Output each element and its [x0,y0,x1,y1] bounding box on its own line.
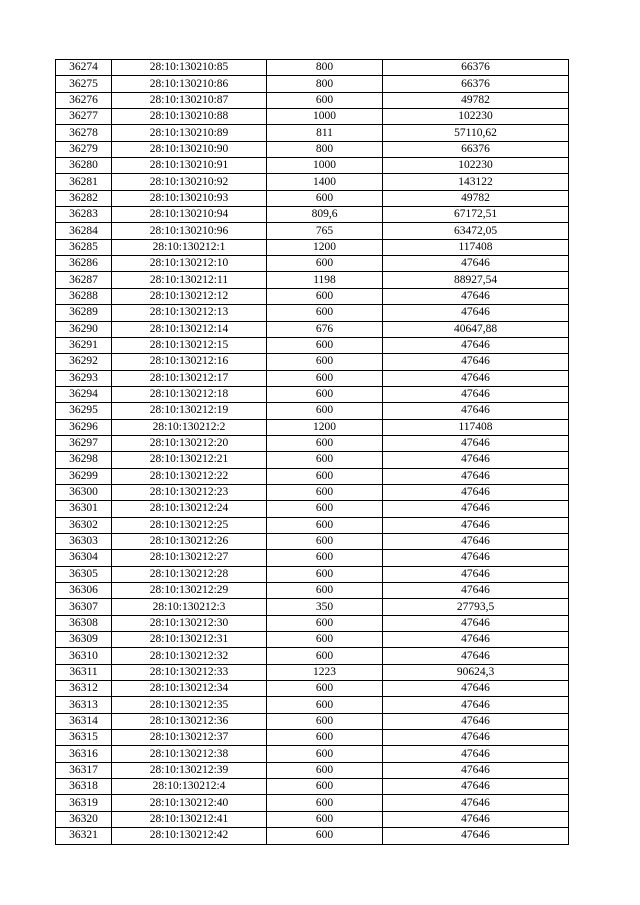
table-row [56,550,569,566]
cadastral-number-cell: 28:10:130212:25 [112,517,267,533]
cadastral-value-cell: 66376 [383,60,569,76]
cadastral-value-cell: 88927,54 [383,272,569,288]
cadastral-number-cell: 28:10:130212:10 [112,256,267,272]
cadastral-value-cell: 47646 [383,484,569,500]
table-row [56,174,569,190]
row-number-cell: 36275 [56,76,112,92]
table-row [56,746,569,762]
area-cell: 811 [267,125,383,141]
table-row [56,109,569,125]
cadastral-value-cell: 47646 [383,533,569,549]
table-row [56,239,569,255]
cadastral-number-cell: 28:10:130212:22 [112,468,267,484]
table-row [56,321,569,337]
area-cell: 600 [267,746,383,762]
area-cell: 676 [267,321,383,337]
cadastral-number-cell: 28:10:130212:41 [112,811,267,827]
row-number-cell: 36306 [56,583,112,599]
area-cell: 600 [267,795,383,811]
cadastral-number-cell: 28:10:130212:4 [112,779,267,795]
area-cell: 1200 [267,239,383,255]
cadastral-number-cell: 28:10:130212:16 [112,354,267,370]
row-number-cell: 36274 [56,60,112,76]
area-cell: 600 [267,533,383,549]
cadastral-number-cell: 28:10:130212:32 [112,648,267,664]
row-number-cell: 36298 [56,452,112,468]
cadastral-value-cell: 47646 [383,697,569,713]
cadastral-value-cell: 47646 [383,370,569,386]
row-number-cell: 36300 [56,484,112,500]
row-number-cell: 36302 [56,517,112,533]
cadastral-number-cell: 28:10:130210:86 [112,76,267,92]
cadastral-value-cell: 67172,51 [383,207,569,223]
table-row [56,403,569,419]
table-row [56,158,569,174]
cadastral-number-cell: 28:10:130212:24 [112,501,267,517]
table-row [56,386,569,402]
cadastral-number-cell: 28:10:130212:35 [112,697,267,713]
table-row [56,795,569,811]
cadastral-value-cell: 47646 [383,681,569,697]
row-number-cell: 36284 [56,223,112,239]
table-row [56,272,569,288]
cadastral-number-cell: 28:10:130212:28 [112,566,267,582]
table-row [56,762,569,778]
cadastral-number-cell: 28:10:130212:11 [112,272,267,288]
cadastral-number-cell: 28:10:130212:39 [112,762,267,778]
row-number-cell: 36278 [56,125,112,141]
row-number-cell: 36315 [56,730,112,746]
row-number-cell: 36295 [56,403,112,419]
cadastral-number-cell: 28:10:130212:26 [112,533,267,549]
area-cell: 600 [267,550,383,566]
cadastral-number-cell: 28:10:130210:89 [112,125,267,141]
row-number-cell: 36312 [56,681,112,697]
cadastral-number-cell: 28:10:130212:34 [112,681,267,697]
cadastral-value-table [55,59,569,845]
area-cell: 600 [267,190,383,206]
table-row [56,141,569,157]
table-row [56,779,569,795]
cadastral-value-cell: 47646 [383,550,569,566]
cadastral-value-cell: 47646 [383,403,569,419]
table-row [56,730,569,746]
area-cell: 600 [267,713,383,729]
row-number-cell: 36286 [56,256,112,272]
area-cell: 600 [267,681,383,697]
cadastral-value-cell: 47646 [383,517,569,533]
table-row [56,288,569,304]
row-number-cell: 36288 [56,288,112,304]
cadastral-value-cell: 117408 [383,419,569,435]
area-cell: 600 [267,730,383,746]
cadastral-number-cell: 28:10:130212:31 [112,632,267,648]
table-row [56,828,569,844]
cadastral-number-cell: 28:10:130212:14 [112,321,267,337]
table-row [56,60,569,76]
table-row [56,370,569,386]
row-number-cell: 36279 [56,141,112,157]
area-cell: 600 [267,256,383,272]
table-row [56,811,569,827]
area-cell: 600 [267,779,383,795]
cadastral-number-cell: 28:10:130210:92 [112,174,267,190]
area-cell: 600 [267,354,383,370]
row-number-cell: 36283 [56,207,112,223]
cadastral-number-cell: 28:10:130210:94 [112,207,267,223]
area-cell: 600 [267,403,383,419]
area-cell: 600 [267,632,383,648]
cadastral-number-cell: 28:10:130212:23 [112,484,267,500]
table-row [56,599,569,615]
cadastral-value-cell: 102230 [383,158,569,174]
row-number-cell: 36297 [56,435,112,451]
table-row [56,664,569,680]
cadastral-value-cell: 47646 [383,713,569,729]
area-cell: 809,6 [267,207,383,223]
cadastral-number-cell: 28:10:130210:93 [112,190,267,206]
area-cell: 600 [267,92,383,108]
cadastral-value-cell: 47646 [383,354,569,370]
cadastral-number-cell: 28:10:130210:85 [112,60,267,76]
table-row [56,190,569,206]
cadastral-value-cell: 102230 [383,109,569,125]
row-number-cell: 36316 [56,746,112,762]
cadastral-value-cell: 47646 [383,386,569,402]
area-cell: 600 [267,484,383,500]
cadastral-number-cell: 28:10:130210:88 [112,109,267,125]
table-body [56,60,569,845]
cadastral-number-cell: 28:10:130210:87 [112,92,267,108]
cadastral-value-cell: 47646 [383,648,569,664]
row-number-cell: 36280 [56,158,112,174]
cadastral-value-cell: 47646 [383,468,569,484]
area-cell: 600 [267,386,383,402]
table-row [56,615,569,631]
row-number-cell: 36287 [56,272,112,288]
cadastral-value-cell: 47646 [383,337,569,353]
cadastral-value-cell: 47646 [383,435,569,451]
row-number-cell: 36311 [56,664,112,680]
row-number-cell: 36291 [56,337,112,353]
cadastral-value-cell: 47646 [383,566,569,582]
area-cell: 600 [267,615,383,631]
table-row [56,583,569,599]
area-cell: 800 [267,60,383,76]
area-cell: 600 [267,697,383,713]
row-number-cell: 36276 [56,92,112,108]
cadastral-value-cell: 47646 [383,811,569,827]
cadastral-number-cell: 28:10:130212:42 [112,828,267,844]
area-cell: 800 [267,76,383,92]
area-cell: 600 [267,435,383,451]
table-row [56,419,569,435]
table-row [56,452,569,468]
table-row [56,713,569,729]
cadastral-value-cell: 66376 [383,76,569,92]
row-number-cell: 36294 [56,386,112,402]
area-cell: 600 [267,648,383,664]
area-cell: 1000 [267,109,383,125]
cadastral-number-cell: 28:10:130212:13 [112,305,267,321]
cadastral-value-cell: 47646 [383,795,569,811]
area-cell: 600 [267,305,383,321]
area-cell: 600 [267,583,383,599]
cadastral-value-cell: 47646 [383,288,569,304]
cadastral-value-cell: 143122 [383,174,569,190]
area-cell: 1198 [267,272,383,288]
cadastral-number-cell: 28:10:130212:29 [112,583,267,599]
area-cell: 600 [267,468,383,484]
area-cell: 600 [267,337,383,353]
cadastral-value-cell: 40647,88 [383,321,569,337]
area-cell: 1223 [267,664,383,680]
row-number-cell: 36299 [56,468,112,484]
row-number-cell: 36319 [56,795,112,811]
cadastral-number-cell: 28:10:130212:17 [112,370,267,386]
cadastral-number-cell: 28:10:130212:1 [112,239,267,255]
cadastral-value-cell: 66376 [383,141,569,157]
cadastral-value-cell: 47646 [383,583,569,599]
row-number-cell: 36292 [56,354,112,370]
area-cell: 800 [267,141,383,157]
cadastral-value-cell: 90624,3 [383,664,569,680]
cadastral-number-cell: 28:10:130210:96 [112,223,267,239]
area-cell: 1000 [267,158,383,174]
row-number-cell: 36307 [56,599,112,615]
table-row [56,76,569,92]
row-number-cell: 36308 [56,615,112,631]
area-cell: 600 [267,828,383,844]
row-number-cell: 36310 [56,648,112,664]
cadastral-value-cell: 47646 [383,501,569,517]
cadastral-value-cell: 47646 [383,632,569,648]
table-row [56,354,569,370]
row-number-cell: 36281 [56,174,112,190]
cadastral-value-cell: 47646 [383,615,569,631]
row-number-cell: 36305 [56,566,112,582]
cadastral-value-cell: 27793,5 [383,599,569,615]
area-cell: 765 [267,223,383,239]
cadastral-number-cell: 28:10:130212:36 [112,713,267,729]
row-number-cell: 36290 [56,321,112,337]
row-number-cell: 36304 [56,550,112,566]
cadastral-number-cell: 28:10:130212:30 [112,615,267,631]
area-cell: 600 [267,501,383,517]
table-row [56,92,569,108]
cadastral-number-cell: 28:10:130212:38 [112,746,267,762]
area-cell: 600 [267,762,383,778]
table-row [56,533,569,549]
row-number-cell: 36296 [56,419,112,435]
table-row [56,632,569,648]
cadastral-value-cell: 49782 [383,92,569,108]
row-number-cell: 36301 [56,501,112,517]
cadastral-number-cell: 28:10:130212:20 [112,435,267,451]
table-row [56,681,569,697]
row-number-cell: 36313 [56,697,112,713]
table-row [56,207,569,223]
cadastral-value-cell: 47646 [383,762,569,778]
area-cell: 600 [267,566,383,582]
table-row [56,648,569,664]
area-cell: 1200 [267,419,383,435]
table-row [56,501,569,517]
row-number-cell: 36285 [56,239,112,255]
cadastral-number-cell: 28:10:130212:27 [112,550,267,566]
row-number-cell: 36320 [56,811,112,827]
area-cell: 600 [267,452,383,468]
cadastral-value-cell: 47646 [383,779,569,795]
cadastral-number-cell: 28:10:130212:3 [112,599,267,615]
cadastral-number-cell: 28:10:130212:12 [112,288,267,304]
row-number-cell: 36318 [56,779,112,795]
cadastral-value-cell: 47646 [383,256,569,272]
table-row [56,256,569,272]
cadastral-value-cell: 63472,05 [383,223,569,239]
cadastral-number-cell: 28:10:130212:15 [112,337,267,353]
cadastral-number-cell: 28:10:130212:33 [112,664,267,680]
row-number-cell: 36309 [56,632,112,648]
cadastral-value-cell: 47646 [383,730,569,746]
row-number-cell: 36314 [56,713,112,729]
cadastral-number-cell: 28:10:130212:18 [112,386,267,402]
cadastral-number-cell: 28:10:130212:21 [112,452,267,468]
table-row [56,125,569,141]
cadastral-number-cell: 28:10:130212:37 [112,730,267,746]
table-row [56,435,569,451]
cadastral-number-cell: 28:10:130210:91 [112,158,267,174]
cadastral-number-cell: 28:10:130210:90 [112,141,267,157]
cadastral-value-cell: 117408 [383,239,569,255]
row-number-cell: 36321 [56,828,112,844]
area-cell: 600 [267,288,383,304]
table-row [56,517,569,533]
table-row [56,468,569,484]
row-number-cell: 36277 [56,109,112,125]
row-number-cell: 36303 [56,533,112,549]
cadastral-number-cell: 28:10:130212:40 [112,795,267,811]
row-number-cell: 36293 [56,370,112,386]
table-row [56,697,569,713]
area-cell: 600 [267,811,383,827]
cadastral-value-cell: 47646 [383,305,569,321]
table-row [56,566,569,582]
row-number-cell: 36317 [56,762,112,778]
row-number-cell: 36282 [56,190,112,206]
table-row [56,223,569,239]
row-number-cell: 36289 [56,305,112,321]
cadastral-number-cell: 28:10:130212:19 [112,403,267,419]
cadastral-value-cell: 47646 [383,452,569,468]
area-cell: 350 [267,599,383,615]
area-cell: 600 [267,370,383,386]
table-row [56,337,569,353]
cadastral-number-cell: 28:10:130212:2 [112,419,267,435]
area-cell: 1400 [267,174,383,190]
table-row [56,305,569,321]
cadastral-value-cell: 49782 [383,190,569,206]
table-row [56,484,569,500]
cadastral-value-cell: 47646 [383,746,569,762]
cadastral-value-cell: 47646 [383,828,569,844]
area-cell: 600 [267,517,383,533]
cadastral-value-cell: 57110,62 [383,125,569,141]
